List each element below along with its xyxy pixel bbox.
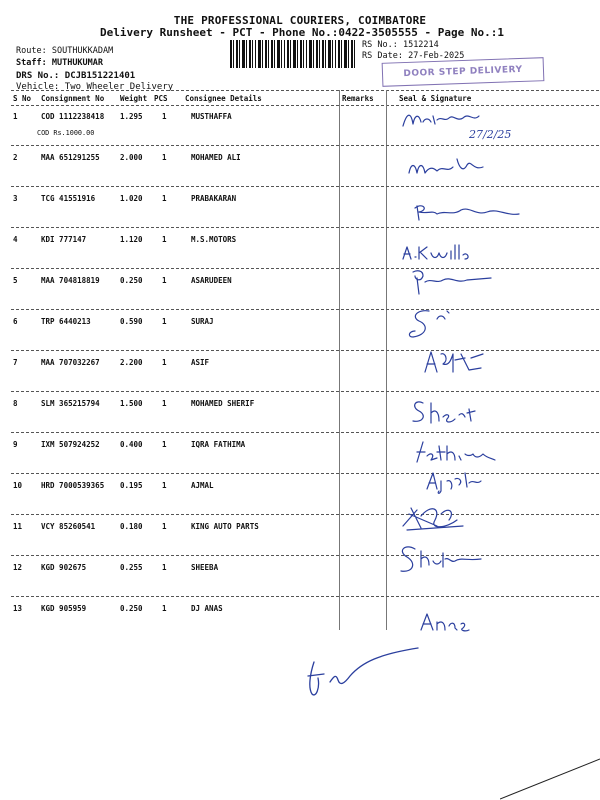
rs-number-line [362,40,439,50]
row-consignment-number: COD 1112238418 [41,112,105,121]
row-pcs: 1 [162,522,167,531]
row-pcs: 1 [162,153,167,162]
row-divider [11,391,599,392]
row-pcs: 1 [162,399,167,408]
row-consignment-number: KDI 777147 [41,235,87,244]
row-weight: 2.000 [120,153,143,162]
row-consignee: SURAJ [191,317,214,326]
row-weight: 0.180 [120,522,143,531]
row-sno: 9 [13,440,18,449]
row-weight: 1.120 [120,235,143,244]
row-sno: 2 [13,153,18,162]
row-consignee: MUSTHAFFA [191,112,232,121]
remarks-right-divider [386,90,387,630]
row-consignee: M.S.MOTORS [191,235,237,244]
row-signature [417,606,557,642]
route-line [16,46,113,56]
rs-date-value: 27-Feb-2025 [408,51,465,61]
row-consignment-number: MAA 707032267 [41,358,100,367]
col-header-sno: S No [13,94,32,103]
row-sno: 13 [13,604,23,613]
row-signature [397,500,537,536]
row-sno: 3 [13,194,18,203]
row-divider [11,596,599,597]
remarks-left-divider [339,90,340,630]
row-weight: 0.400 [120,440,143,449]
row-consignment-number: IXM 507924252 [41,440,100,449]
row-consignee: MOHAMED ALI [191,153,241,162]
row-sno: 5 [13,276,18,285]
rs-number-value: 1512214 [402,40,439,50]
row-divider [11,227,599,228]
row-sno: 4 [13,235,18,244]
row-weight: 0.250 [120,604,143,613]
row-signature [407,395,547,431]
row-consignment-number: HRD 7000539365 [41,481,105,490]
route-value: SOUTHUKKADAM [51,46,114,56]
row-signature-date: 27/2/25 [469,128,512,141]
row-consignee: ASIF [191,358,210,367]
vehicle-label: Vehicle: [16,82,60,92]
row-pcs: 1 [162,276,167,285]
row-consignment-number: MAA 651291255 [41,153,100,162]
row-weight: 0.195 [120,481,143,490]
route-label: Route: [16,46,47,56]
row-weight: 0.590 [120,317,143,326]
col-header-consignee: Consignee Details [185,94,262,103]
row-signature [407,198,547,234]
row-sno: 11 [13,522,23,531]
row-pcs: 1 [162,317,167,326]
row-sno: 7 [13,358,18,367]
row-pcs: 1 [162,194,167,203]
row-consignee: DJ ANAS [191,604,223,613]
table-header-divider [11,105,599,106]
row-signature [407,266,547,302]
row-pcs: 1 [162,440,167,449]
row-sno: 1 [13,112,18,121]
col-header-consignment: Consignment No [41,94,105,103]
rs-date-label: RS Date: [362,51,403,61]
row-consignment-number: TCG 41551916 [41,194,96,203]
col-header-remarks: Remarks [342,94,374,103]
row-consignment-number: MAA 704818819 [41,276,100,285]
row-consignee: KING AUTO PARTS [191,522,259,531]
row-consignee: AJMAL [191,481,214,490]
row-signature [409,436,549,472]
row-signature [403,307,543,343]
vehicle-value: Two Wheeler Delivery [64,82,174,92]
document-title: THE PROFESSIONAL COURIERS, COIMBATORE [173,14,427,27]
row-consignment-number: KGD 905959 [41,604,87,613]
row-pcs: 1 [162,604,167,613]
row-sno: 8 [13,399,18,408]
footer-signature [300,640,440,700]
row-pcs: 1 [162,563,167,572]
row-signature [399,108,539,144]
row-pcs: 1 [162,112,167,121]
barcode [230,40,355,68]
row-sno: 12 [13,563,23,572]
row-consignee: IQRA FATHIMA [191,440,246,449]
drs-value: DCJB151221401 [64,71,136,81]
runsheet-table [11,90,599,630]
col-header-weight: Weight [120,94,148,103]
row-pcs: 1 [162,358,167,367]
row-weight: 1.295 [120,112,143,121]
row-divider [11,432,599,433]
row-consignee: SHEEBA [191,563,219,572]
row-signature [421,346,561,382]
drs-line [16,71,135,81]
row-weight: 1.500 [120,399,143,408]
row-consignee: ASARUDEEN [191,276,232,285]
rs-number-label: RS No.: [362,40,398,50]
row-sno: 6 [13,317,18,326]
row-sno: 10 [13,481,23,490]
row-divider [11,186,599,187]
col-header-seal-signature: Seal & Signature [399,94,472,103]
row-consignment-number: VCY 85260541 [41,522,96,531]
row-weight: 2.200 [120,358,143,367]
row-consignment-number: TRP 6440213 [41,317,91,326]
row-signature [395,543,535,579]
row-consignee: MOHAMED SHERIF [191,399,255,408]
drs-label: DRS No.: [16,71,60,81]
col-header-pcs: PCS [154,94,168,103]
row-pcs: 1 [162,235,167,244]
row-consignee: PRABAKARAN [191,194,237,203]
page-corner-line [500,755,600,800]
row-weight: 0.250 [120,276,143,285]
table-border-top [11,90,599,91]
row-pcs: 1 [162,481,167,490]
row-weight: 1.020 [120,194,143,203]
row-consignment-number: SLM 365215794 [41,399,100,408]
staff-line [16,58,103,68]
staff-label: Staff: [16,58,47,68]
delivery-stamp: DOOR STEP DELIVERY [382,57,545,87]
runsheet-subtitle: Delivery Runsheet - PCT - Phone No.:0422-3505555 - Page No.:1 [100,26,504,39]
staff-value: MUTHUKUMAR [51,58,104,68]
row-signature [403,153,543,189]
row-divider [11,145,599,146]
row-weight: 0.255 [120,563,143,572]
row-cod-amount: COD Rs.1000.00 [37,129,95,137]
row-consignment-number: KGD 902675 [41,563,87,572]
